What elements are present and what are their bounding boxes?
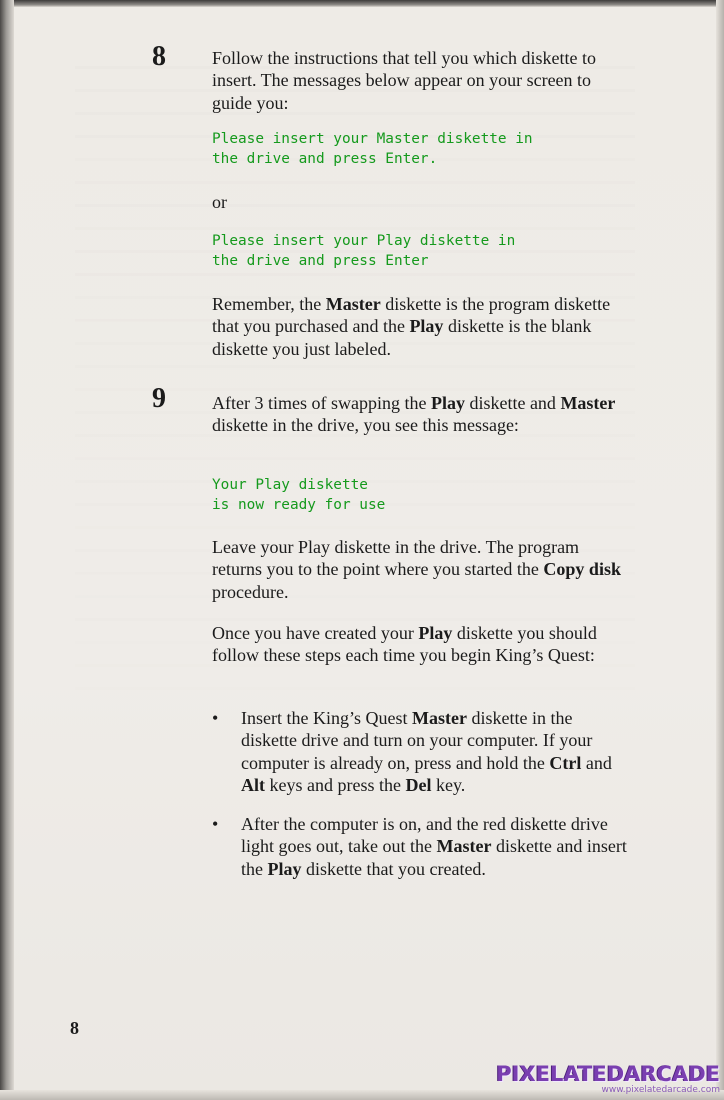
bold-play: Play <box>430 393 465 413</box>
text-span: diskette and <box>464 393 561 413</box>
text-span: diskette you should follow these steps each time you begin King’s Quest: <box>212 623 597 666</box>
watermark <box>496 1063 720 1096</box>
bold-ctrl: Ctrl <box>549 752 582 773</box>
step-8-intro: Follow the instructions that tell you which diskette to insert. The messages below appear on your screen to guide you: <box>212 48 596 113</box>
bold-play: Play <box>267 858 302 879</box>
bold-master: Master <box>436 836 492 857</box>
text-span: and <box>581 752 612 773</box>
text-span: diskette in the diskette drive and turn on your computer. If your computer is already on, press and hold the <box>241 708 593 773</box>
text-span: After the computer is on, and the red diskette drive light goes out, take out the <box>241 814 608 857</box>
text-span: diskette and insert the <box>241 836 627 879</box>
leave-paragraph <box>212 536 632 603</box>
text-span: Leave your Play diskette in the drive. The program returns you to the point where you started the <box>212 537 580 580</box>
screen-message-play <box>212 232 632 271</box>
text-span: diskette that you created. <box>301 858 486 879</box>
bold-master: Master <box>325 294 381 314</box>
step-number-9: 9 <box>152 383 166 414</box>
screen-message-play-line-2: the drive and press Enter <box>212 252 429 269</box>
text-span: After 3 times of swapping the <box>212 393 431 413</box>
page-edge-left <box>0 0 14 1100</box>
bold-del: Del <box>405 775 432 796</box>
text-span: Remember, the <box>212 294 326 314</box>
or-separator: or <box>212 192 227 212</box>
text-span: Insert the King’s Quest <box>241 708 412 728</box>
bullet-dot: • <box>212 814 219 834</box>
once-paragraph <box>212 622 632 667</box>
bold-alt: Alt <box>241 775 265 796</box>
bold-play: Play <box>409 316 444 337</box>
step-9-intro <box>212 392 632 437</box>
bold-play: Play <box>418 623 453 643</box>
text-span: diskette is the blank diskette you just labeled. <box>212 316 592 359</box>
page-number: 8 <box>70 1018 79 1038</box>
watermark-url: www.pixelatedarcade.com <box>601 1085 720 1095</box>
bullet-item-insert-play <box>212 813 632 905</box>
screen-message-play-line-1: Please insert your Play diskette in <box>212 233 516 249</box>
watermark-name: PIXELATEDARCADE <box>496 1062 720 1086</box>
step-number-8: 8 <box>152 41 166 72</box>
text-span: diskette is the program diskette that you purchased and the <box>212 294 611 337</box>
text-span: procedure. <box>212 581 289 602</box>
bold-master: Master <box>411 708 467 728</box>
bold-master: Master <box>560 393 616 413</box>
text-span: diskette in the drive, you see this message: <box>212 415 519 436</box>
bullet-text <box>241 707 631 797</box>
screen-message-ready-line-1: Your Play diskette <box>212 477 368 493</box>
screen-message-master-line-2: the drive and press Enter. <box>212 150 438 167</box>
bold-copy-disk: Copy disk <box>543 559 621 580</box>
text-span: key. <box>431 775 466 796</box>
bullet-item-insert-master <box>212 707 632 799</box>
text-span: Once you have created your <box>212 623 419 643</box>
page-edge-top <box>0 0 724 7</box>
text-span: keys and press the <box>265 775 406 796</box>
screen-message-ready <box>212 476 632 515</box>
screen-message-master-line-1: Please insert your Master diskette in <box>212 131 533 147</box>
remember-paragraph <box>212 293 632 360</box>
bullet-dot: • <box>212 708 219 728</box>
screen-message-ready-line-2: is now ready for use <box>212 496 386 513</box>
page-edge-right <box>716 0 724 1100</box>
bullet-text <box>241 813 631 880</box>
screen-message-master <box>212 130 632 169</box>
